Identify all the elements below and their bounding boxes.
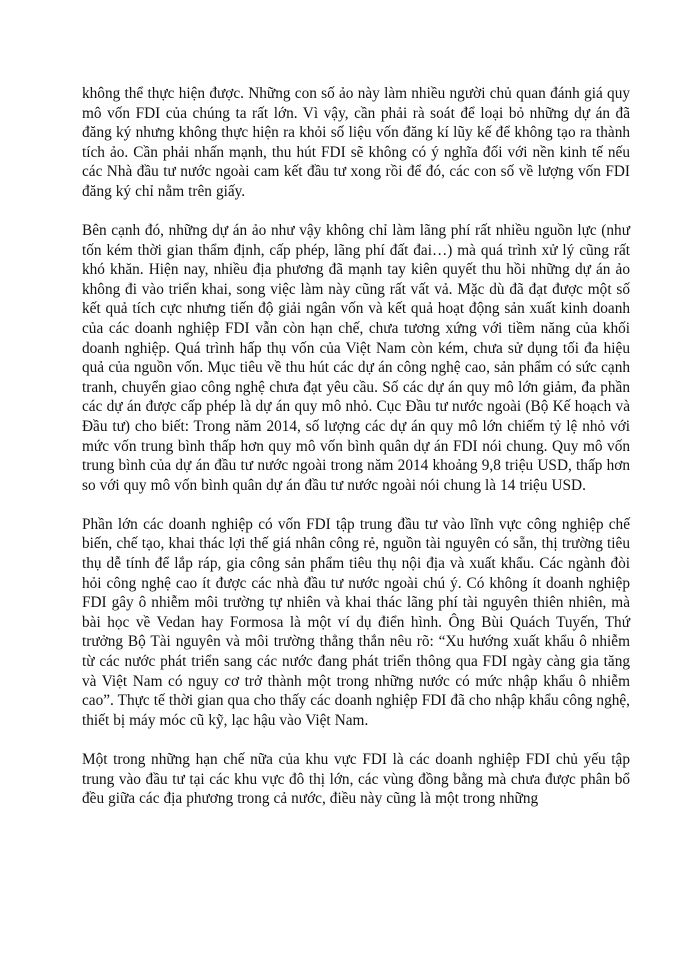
- paragraph-4: Một trong những hạn chế nữa của khu vực FDI là các doanh nghiệp FDI chủ yếu tập trung vào đầu tư tại các khu vực đô thị lớn, các vùng đồng bằng mà chưa được phân bổ đều giữa các địa phương trong cả nước, điều này cũng là một trong những: [82, 750, 630, 808]
- paragraph-2: Bên cạnh đó, những dự án ảo như vậy không chỉ làm lãng phí rất nhiều nguồn lực (như tốn kém thời gian thẩm định, cấp phép, lãng phí đất đai…) mà quá trình xử lý cũng rất khó khăn. Hiện nay, nhiều địa phương đã mạnh tay kiên quyết thu hồi những dự án ảo không đi vào triển khai, song việc làm này cũng rất vất vả. Mặc dù đã đạt được một số kết quả tích cực nhưng tiến độ giải ngân vốn và kết quả hoạt động sản xuất kinh doanh của các doanh nghiệp FDI vẫn còn hạn chế, chưa tương xứng với tiềm năng của khối doanh nghiệp. Quá trình hấp thụ vốn của Việt Nam còn kém, chưa sử dụng tối đa hiệu quả của nguồn vốn. Mục tiêu về thu hút các dự án công nghệ cao, sản phẩm có sức cạnh tranh, chuyển giao công nghệ chưa đạt yêu cầu. Số các dự án quy mô lớn giảm, đa phần các dự án được cấp phép là dự án quy mô nhỏ. Cục Đầu tư nước ngoài (Bộ Kế hoạch và Đầu tư) cho biết: Trong năm 2014, số lượng các dự án quy mô lớn chiếm tỷ lệ nhỏ với mức vốn trung bình thấp hơn quy mô vốn bình quân dự án FDI nói chung. Quy mô vốn trung bình của dự án đầu tư nước ngoài trong năm 2014 khoảng 9,8 triệu USD, thấp hơn so với quy mô vốn bình quân dự án đầu tư nước ngoài nói chung là 14 triệu USD.: [82, 222, 630, 494]
- paragraph-3: Phần lớn các doanh nghiệp có vốn FDI tập trung đầu tư vào lĩnh vực công nghiệp chế biến, chế tạo, khai thác lợi thế giá nhân công rẻ, nguồn tài nguyên có sẵn, thị trường tiêu thụ dễ tính để lắp ráp, gia công sản phẩm tiêu thụ nội địa và xuất khẩu. Các ngành đòi hỏi công nghệ cao ít được các nhà đầu tư nước ngoài chú ý. Có không ít doanh nghiệp FDI gây ô nhiễm môi trường tự nhiên và khai thác lãng phí tài nguyên thiên nhiên, mà bài học về Vedan hay Formosa là một ví dụ điển hình. Ông Bùi Quách Tuyến, Thứ trưởng Bộ Tài nguyên và môi trường thẳng thắn nêu rõ: “Xu hướng xuất khẩu ô nhiễm từ các nước phát triển sang các nước đang phát triển thông qua FDI ngày càng gia tăng và Việt Nam có nguy cơ trở thành một trong những nước có mức nhập khẩu ô nhiễm cao”. Thực tế thời gian qua cho thấy các doanh nghiệp FDI đã cho nhập khẩu công nghệ, thiết bị máy móc cũ kỹ, lạc hậu vào Việt Nam.: [82, 515, 630, 729]
- paragraph-1: không thể thực hiện được. Những con số ảo này làm nhiều người chủ quan đánh giá quy mô vốn FDI của chúng ta rất lớn. Vì vậy, cần phải rà soát để loại bỏ những dự án đã đăng ký nhưng không thực hiện ra khỏi số liệu vốn đăng kí lũy kế để không tạo ra thành tích ảo. Cần phải nhấn mạnh, thu hút FDI sẽ không có ý nghĩa đối với nền kinh tế nếu các Nhà đầu tư nước ngoài cam kết đầu tư xong rồi để đó, các con số về lượng vốn FDI đăng ký chỉ nằm trên giấy.: [82, 85, 630, 200]
